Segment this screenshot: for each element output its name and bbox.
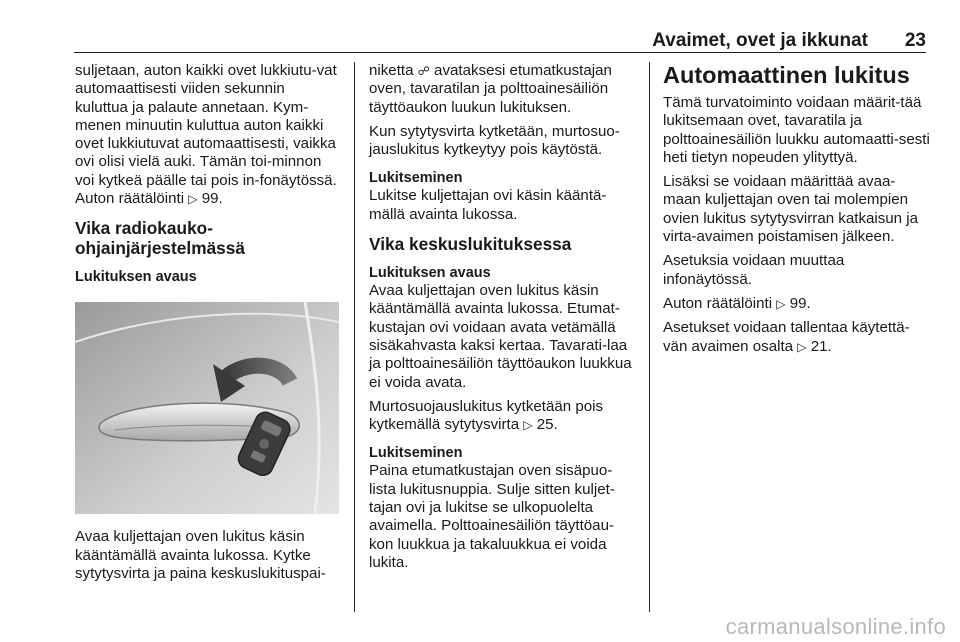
subsection-heading: Lukitseminen bbox=[369, 170, 463, 187]
page-ref[interactable]: 25. bbox=[536, 416, 558, 434]
page-number: 23 bbox=[904, 30, 926, 51]
page-header bbox=[74, 26, 926, 52]
page-ref[interactable]: 21. bbox=[810, 337, 832, 355]
column-divider bbox=[649, 62, 650, 612]
column-2 bbox=[369, 62, 635, 578]
section-title: Automaattinen lukitus bbox=[663, 62, 910, 88]
column-divider bbox=[354, 62, 355, 612]
paragraph: Tämä turvatoiminto voidaan määrit-tää lukitsemaan ovet, tavaratila ja polttoainesäiliön luukku automaatti-sesti heti tietyn nopeuden ylityttyä. bbox=[663, 94, 930, 166]
paragraph: suljetaan, auton kaikki ovet lukkiutu-vat automaattisesti viiden sekunnin kuluttua ja palaute annetaan. Kym-menen minuutin kuluttua auton kaikki ovet lukkiutuvat automaattisesti, vaikka ovi olisi vielä auki. Tämän toi-minnon voi kytkeä päälle tai pois in-fonäytössä. Auton räätälöinti ▷ 99. bbox=[75, 62, 337, 208]
paragraph: Asetukset voidaan tallentaa käytettä-vän avaimen osalta ▷ 21. bbox=[663, 319, 910, 355]
section-heading: Vika radiokauko-ohjainjärjestelmässä bbox=[75, 218, 246, 259]
paragraph: Auton räätälöinti ▷ 99. bbox=[663, 294, 811, 312]
paragraph: niketta ☍ avataksesi etumatkustajan oven, tavaratilan ja polttoainesäiliön täyttöaukon luukun lukituksen. bbox=[369, 62, 612, 116]
paragraph: Lukitse kuljettajan ovi käsin kääntä-mällä avainta lukossa. bbox=[369, 187, 607, 223]
chapter-title: Avaimet, ovet ja ikkunat bbox=[652, 30, 868, 51]
subsection-heading: Lukituksen avaus bbox=[75, 269, 197, 286]
column-3 bbox=[663, 62, 931, 362]
watermark: carmanualsonline.info bbox=[725, 614, 946, 639]
paragraph: Lisäksi se voidaan määrittää avaa-maan kuljettajan oven tai molempien ovien lukitus sytytysvirran katkaisun ja virta-avaimen poistamisen jälkeen. bbox=[663, 173, 919, 246]
paragraph: Asetuksia voidaan muuttaa infonäytössä. bbox=[663, 252, 845, 288]
page-ref[interactable]: 99. bbox=[789, 294, 811, 312]
paragraph: Avaa kuljettajan oven lukitus käsin kääntämällä avainta lukossa. Etumat-kustajan ovi voidaan avata vetämällä sisäkahvasta kaksi kertaa. Tavarati-laa ja polttoainesäiliön täyttöaukon luukkua ei voida avata. bbox=[369, 282, 632, 391]
door-handle-illustration bbox=[75, 302, 339, 514]
page-ref-icon: ▷ bbox=[776, 296, 786, 311]
section-heading: Vika keskuslukituksessa bbox=[369, 234, 572, 255]
page-ref-icon: ▷ bbox=[523, 418, 533, 433]
page-ref-icon: ▷ bbox=[797, 339, 807, 354]
trunk-unlock-icon: ☍ bbox=[417, 64, 430, 78]
subsection-heading: Lukitseminen bbox=[369, 445, 463, 462]
paragraph: Kun sytytysvirta kytketään, murtosuo-jauslukitus kytkeytyy pois käytöstä. bbox=[369, 122, 620, 159]
page-ref-icon: ▷ bbox=[188, 192, 198, 207]
figure-caption: Avaa kuljettajan oven lukitus käsin kääntämällä avainta lukossa. Kytke sytytysvirta ja paina keskuslukituspai- bbox=[75, 528, 326, 582]
paragraph: Murtosuojauslukitus kytketään pois kytkemällä sytytysvirta ▷ 25. bbox=[369, 397, 604, 434]
header-rule bbox=[74, 52, 926, 53]
paragraph: Paina etumatkustajan oven sisäpuo-lista lukitusnuppia. Sulje sitten kuljet-tajan ovi ja lukitse se ulkopuolelta avaimella. Polttoainesäiliön täyttöau-kon luukkua ja takaluukkua ei voida lukita. bbox=[369, 462, 615, 571]
page-ref[interactable]: 99. bbox=[201, 190, 223, 208]
column-1 bbox=[75, 62, 341, 589]
subsection-heading: Lukituksen avaus bbox=[369, 265, 491, 282]
